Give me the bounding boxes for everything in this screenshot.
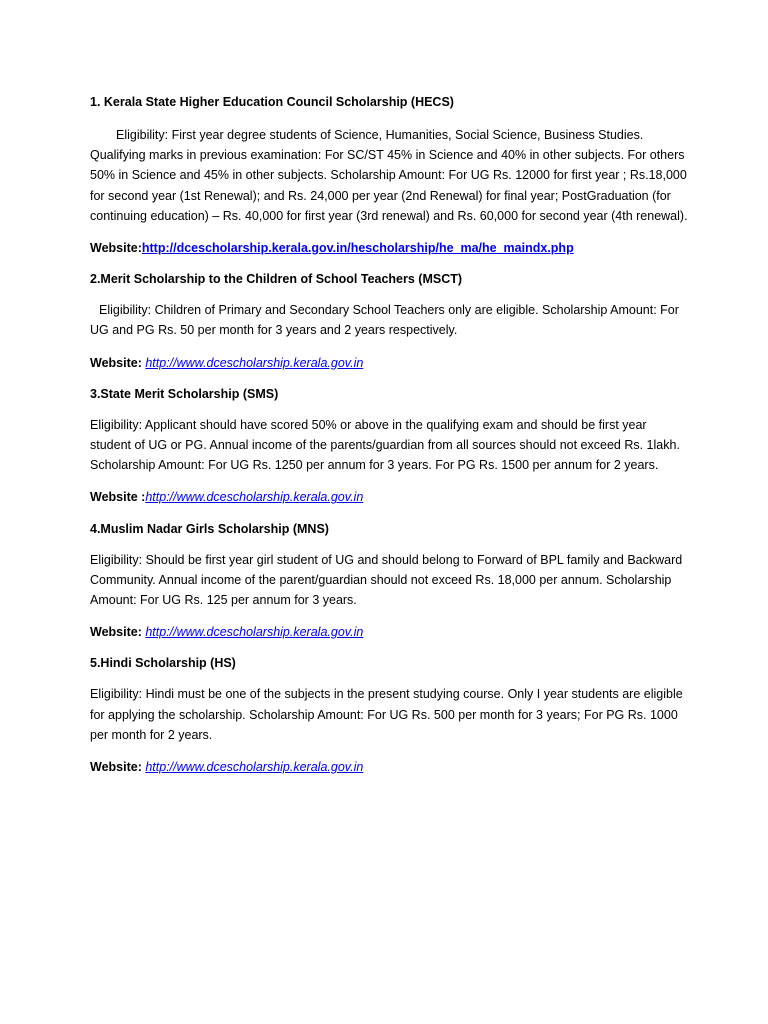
website-link[interactable]: http://www.dcescholarship.kerala.gov.in: [145, 625, 364, 640]
section-eligibility-text: Eligibility: First year degree students of Science, Humanities, Social Science, Business Studies. Qualifying marks in previous examination: For SC/ST 45% in Science and 40% in other subjects. For others 50% in Science and 45% in other subjects. Scholarship Amount: For UG Rs. 12000 for first year ; Rs.18,000 for second year (1st Renewal); and Rs. 24,000 per year (2nd Renewal) for final year; PostGraduation (for continuing education) – Rs. 40,000 for first year (3rd renewal) and Rs. 60,000 for second year (4th renewal).: [90, 128, 688, 223]
section-eligibility-text: Eligibility: Hindi must be one of the subjects in the present studying course. Only I year students are eligible for applying the scholarship. Scholarship Amount: For UG Rs. 500 per month for 3 years; For PG Rs. 1000 per month for 2 years.: [90, 687, 683, 742]
website-link[interactable]: http://www.dcescholarship.kerala.gov.in: [145, 490, 364, 505]
section-eligibility-text: Eligibility: Should be first year girl student of UG and should belong to Forward of BPL family and Backward Community. Annual income of the parent/guardian should not exceed Rs. 18,000 per annum. Scholarship Amount: For UG Rs. 125 per annum for 3 years.: [90, 552, 683, 608]
scholarship-section-msct: [90, 270, 690, 373]
website-link[interactable]: http://www.dcescholarship.kerala.gov.in: [145, 760, 364, 775]
website-label: Website:: [90, 355, 142, 370]
website-line: [90, 353, 690, 373]
website-link[interactable]: http://dcescholarship.kerala.gov.in/hescholarship/he_ma/he_maindx.php: [141, 241, 574, 256]
scholarship-section-mns: [90, 520, 690, 643]
scholarship-section-hs: [90, 654, 690, 777]
section-heading: 4.Muslim Nadar Girls Scholarship (MNS): [90, 521, 329, 536]
document-page: [90, 93, 690, 777]
website-line: [90, 757, 690, 777]
scholarship-section-sms: [90, 385, 690, 508]
section-heading: 2.Merit Scholarship to the Children of School Teachers (MSCT): [90, 272, 463, 287]
website-label: Website:: [90, 625, 142, 640]
section-eligibility-text: Eligibility: Applicant should have scored 50% or above in the qualifying exam and should be first year student of UG or PG. Annual income of the parents/guardian from all sources should not exceed Rs. 1lakh. Scholarship Amount: For UG Rs. 1250 per annum for 3 years. For PG Rs. 1500 per annum for 2 years.: [90, 417, 680, 473]
website-line: [90, 487, 690, 507]
section-eligibility-text: Eligibility: Children of Primary and Secondary School Teachers only are eligible. Scholarship Amount: For UG and PG Rs. 50 per month for 3 years and 2 years respectively.: [90, 303, 679, 338]
section-heading: 5.Hindi Scholarship (HS): [90, 656, 236, 671]
website-label: Website:: [90, 241, 142, 256]
website-link[interactable]: http://www.dcescholarship.kerala.gov.in: [145, 355, 364, 370]
website-label: Website :: [90, 490, 146, 505]
website-label: Website:: [90, 760, 142, 775]
scholarship-section-hecs: [90, 93, 690, 258]
website-line: [90, 622, 690, 642]
section-heading: 1. Kerala State Higher Education Council Scholarship (HECS): [90, 95, 454, 109]
section-heading: 3.State Merit Scholarship (SMS): [90, 386, 279, 401]
website-line: [90, 238, 690, 258]
